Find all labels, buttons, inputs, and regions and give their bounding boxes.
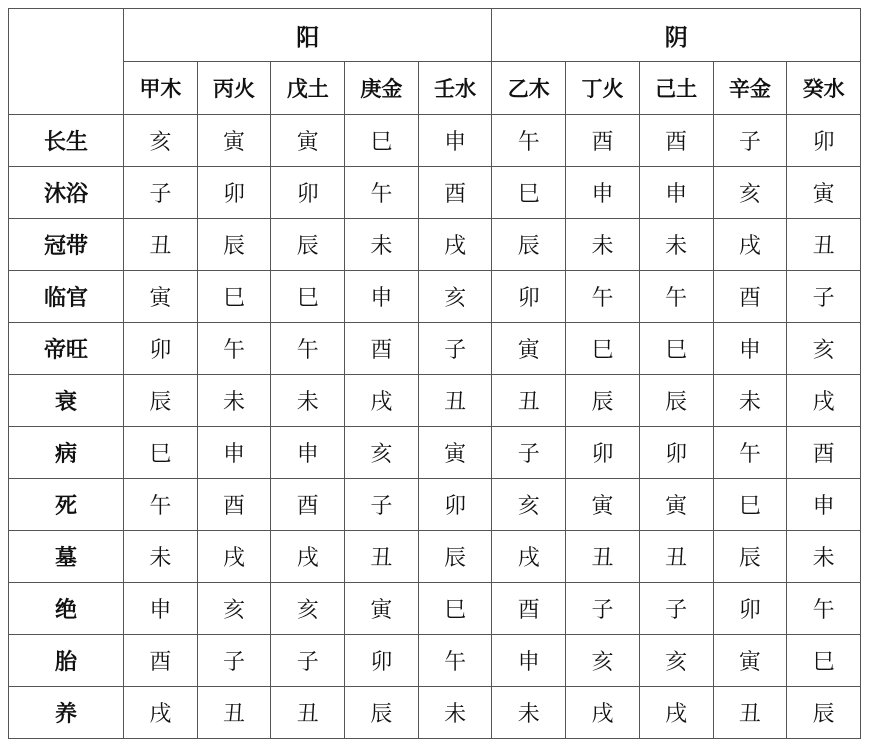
table-cell: 未 bbox=[197, 375, 271, 427]
table-cell: 戌 bbox=[492, 531, 566, 583]
table-row bbox=[9, 479, 861, 531]
row-header: 绝 bbox=[9, 583, 124, 635]
table-cell: 未 bbox=[639, 219, 713, 271]
table-cell: 亥 bbox=[492, 479, 566, 531]
table-cell: 巳 bbox=[492, 167, 566, 219]
table-cell: 亥 bbox=[345, 427, 419, 479]
table-row bbox=[9, 271, 861, 323]
table-cell: 子 bbox=[418, 323, 492, 375]
column-header: 辛金 bbox=[713, 62, 787, 115]
row-header: 病 bbox=[9, 427, 124, 479]
table-cell: 子 bbox=[713, 115, 787, 167]
table-cell: 申 bbox=[566, 167, 640, 219]
table-cell: 卯 bbox=[345, 635, 419, 687]
table-cell: 酉 bbox=[787, 427, 861, 479]
table-cell: 寅 bbox=[345, 583, 419, 635]
table-cell: 巳 bbox=[124, 427, 198, 479]
table-cell: 亥 bbox=[271, 583, 345, 635]
table-cell: 辰 bbox=[124, 375, 198, 427]
table-cell: 申 bbox=[787, 479, 861, 531]
table-cell: 卯 bbox=[787, 115, 861, 167]
table-cell: 子 bbox=[124, 167, 198, 219]
table-cell: 酉 bbox=[418, 167, 492, 219]
column-header: 丁火 bbox=[566, 62, 640, 115]
table-container bbox=[8, 8, 861, 739]
table-cell: 丑 bbox=[566, 531, 640, 583]
table-cell: 子 bbox=[271, 635, 345, 687]
row-header: 养 bbox=[9, 687, 124, 739]
table-cell: 戌 bbox=[271, 531, 345, 583]
row-header: 死 bbox=[9, 479, 124, 531]
table-cell: 卯 bbox=[713, 583, 787, 635]
row-header: 帝旺 bbox=[9, 323, 124, 375]
row-header: 沐浴 bbox=[9, 167, 124, 219]
group-header-row bbox=[9, 9, 861, 62]
table-cell: 巳 bbox=[271, 271, 345, 323]
table-cell: 辰 bbox=[787, 687, 861, 739]
table-cell: 寅 bbox=[124, 271, 198, 323]
table-cell: 未 bbox=[418, 687, 492, 739]
table-cell: 亥 bbox=[197, 583, 271, 635]
row-header: 胎 bbox=[9, 635, 124, 687]
row-header: 临官 bbox=[9, 271, 124, 323]
column-header: 甲木 bbox=[124, 62, 198, 115]
table-cell: 未 bbox=[124, 531, 198, 583]
table-row bbox=[9, 323, 861, 375]
table-cell: 寅 bbox=[787, 167, 861, 219]
table-cell: 亥 bbox=[418, 271, 492, 323]
table-cell: 寅 bbox=[639, 479, 713, 531]
table-cell: 申 bbox=[639, 167, 713, 219]
table-cell: 酉 bbox=[492, 583, 566, 635]
table-row bbox=[9, 167, 861, 219]
table-cell: 丑 bbox=[639, 531, 713, 583]
table-cell: 卯 bbox=[492, 271, 566, 323]
table-body bbox=[9, 9, 861, 739]
table-row bbox=[9, 219, 861, 271]
table-cell: 寅 bbox=[713, 635, 787, 687]
table-row bbox=[9, 115, 861, 167]
table-cell: 卯 bbox=[124, 323, 198, 375]
table-cell: 巳 bbox=[639, 323, 713, 375]
table-cell: 未 bbox=[345, 219, 419, 271]
group-header-yin: 阴 bbox=[492, 9, 861, 62]
row-header: 长生 bbox=[9, 115, 124, 167]
table-cell: 辰 bbox=[639, 375, 713, 427]
table-cell: 子 bbox=[787, 271, 861, 323]
table-cell: 辰 bbox=[418, 531, 492, 583]
table-cell: 丑 bbox=[124, 219, 198, 271]
table-cell: 未 bbox=[566, 219, 640, 271]
table-cell: 辰 bbox=[492, 219, 566, 271]
column-header: 壬水 bbox=[418, 62, 492, 115]
table-cell: 寅 bbox=[418, 427, 492, 479]
table-cell: 午 bbox=[271, 323, 345, 375]
table-row bbox=[9, 375, 861, 427]
table-cell: 午 bbox=[713, 427, 787, 479]
table-cell: 戌 bbox=[566, 687, 640, 739]
table-cell: 未 bbox=[271, 375, 345, 427]
table-cell: 辰 bbox=[197, 219, 271, 271]
table-cell: 子 bbox=[492, 427, 566, 479]
table-cell: 丑 bbox=[345, 531, 419, 583]
table-cell: 寅 bbox=[492, 323, 566, 375]
table-cell: 卯 bbox=[197, 167, 271, 219]
table-cell: 子 bbox=[639, 583, 713, 635]
table-cell: 巳 bbox=[787, 635, 861, 687]
table-cell: 酉 bbox=[639, 115, 713, 167]
column-header: 戊土 bbox=[271, 62, 345, 115]
table-cell: 申 bbox=[418, 115, 492, 167]
table-cell: 午 bbox=[418, 635, 492, 687]
table-row bbox=[9, 583, 861, 635]
table-cell: 亥 bbox=[566, 635, 640, 687]
row-header: 衰 bbox=[9, 375, 124, 427]
table-cell: 辰 bbox=[271, 219, 345, 271]
table-cell: 寅 bbox=[197, 115, 271, 167]
table-cell: 午 bbox=[639, 271, 713, 323]
column-header: 癸水 bbox=[787, 62, 861, 115]
table-cell: 亥 bbox=[639, 635, 713, 687]
table-cell: 酉 bbox=[197, 479, 271, 531]
corner-cell bbox=[9, 9, 124, 115]
table-cell: 申 bbox=[197, 427, 271, 479]
table-cell: 申 bbox=[124, 583, 198, 635]
table-cell: 巳 bbox=[418, 583, 492, 635]
table-cell: 午 bbox=[197, 323, 271, 375]
column-header: 庚金 bbox=[345, 62, 419, 115]
table-cell: 申 bbox=[713, 323, 787, 375]
table-row bbox=[9, 427, 861, 479]
table-cell: 酉 bbox=[124, 635, 198, 687]
table-cell: 卯 bbox=[639, 427, 713, 479]
column-header: 乙木 bbox=[492, 62, 566, 115]
table-cell: 丑 bbox=[787, 219, 861, 271]
table-row bbox=[9, 687, 861, 739]
column-header-row bbox=[9, 62, 861, 115]
table-cell: 戌 bbox=[713, 219, 787, 271]
table-cell: 卯 bbox=[566, 427, 640, 479]
table-cell: 酉 bbox=[345, 323, 419, 375]
table-cell: 午 bbox=[124, 479, 198, 531]
twelve-stages-table bbox=[8, 8, 861, 739]
table-cell: 丑 bbox=[197, 687, 271, 739]
table-row bbox=[9, 635, 861, 687]
table-cell: 未 bbox=[787, 531, 861, 583]
table-cell: 酉 bbox=[271, 479, 345, 531]
table-cell: 戌 bbox=[787, 375, 861, 427]
table-cell: 卯 bbox=[418, 479, 492, 531]
table-cell: 午 bbox=[566, 271, 640, 323]
table-cell: 丑 bbox=[418, 375, 492, 427]
table-cell: 巳 bbox=[713, 479, 787, 531]
table-cell: 戌 bbox=[345, 375, 419, 427]
table-cell: 子 bbox=[197, 635, 271, 687]
column-header: 己土 bbox=[639, 62, 713, 115]
table-cell: 子 bbox=[345, 479, 419, 531]
table-cell: 酉 bbox=[713, 271, 787, 323]
table-cell: 寅 bbox=[566, 479, 640, 531]
table-cell: 亥 bbox=[787, 323, 861, 375]
table-cell: 巳 bbox=[566, 323, 640, 375]
table-cell: 丑 bbox=[713, 687, 787, 739]
table-cell: 丑 bbox=[492, 375, 566, 427]
table-cell: 未 bbox=[492, 687, 566, 739]
row-header: 墓 bbox=[9, 531, 124, 583]
table-row bbox=[9, 531, 861, 583]
table-cell: 申 bbox=[492, 635, 566, 687]
group-header-yang: 阳 bbox=[124, 9, 492, 62]
table-cell: 子 bbox=[566, 583, 640, 635]
table-cell: 申 bbox=[345, 271, 419, 323]
table-cell: 午 bbox=[787, 583, 861, 635]
table-cell: 巳 bbox=[197, 271, 271, 323]
table-cell: 亥 bbox=[713, 167, 787, 219]
table-cell: 辰 bbox=[345, 687, 419, 739]
table-cell: 戌 bbox=[418, 219, 492, 271]
table-cell: 巳 bbox=[345, 115, 419, 167]
table-cell: 未 bbox=[713, 375, 787, 427]
table-cell: 午 bbox=[345, 167, 419, 219]
table-cell: 酉 bbox=[566, 115, 640, 167]
table-cell: 午 bbox=[492, 115, 566, 167]
table-cell: 戌 bbox=[124, 687, 198, 739]
column-header: 丙火 bbox=[197, 62, 271, 115]
table-cell: 亥 bbox=[124, 115, 198, 167]
table-cell: 卯 bbox=[271, 167, 345, 219]
table-cell: 戌 bbox=[197, 531, 271, 583]
table-cell: 寅 bbox=[271, 115, 345, 167]
table-cell: 戌 bbox=[639, 687, 713, 739]
table-cell: 辰 bbox=[566, 375, 640, 427]
table-cell: 申 bbox=[271, 427, 345, 479]
table-cell: 辰 bbox=[713, 531, 787, 583]
row-header: 冠带 bbox=[9, 219, 124, 271]
table-cell: 丑 bbox=[271, 687, 345, 739]
